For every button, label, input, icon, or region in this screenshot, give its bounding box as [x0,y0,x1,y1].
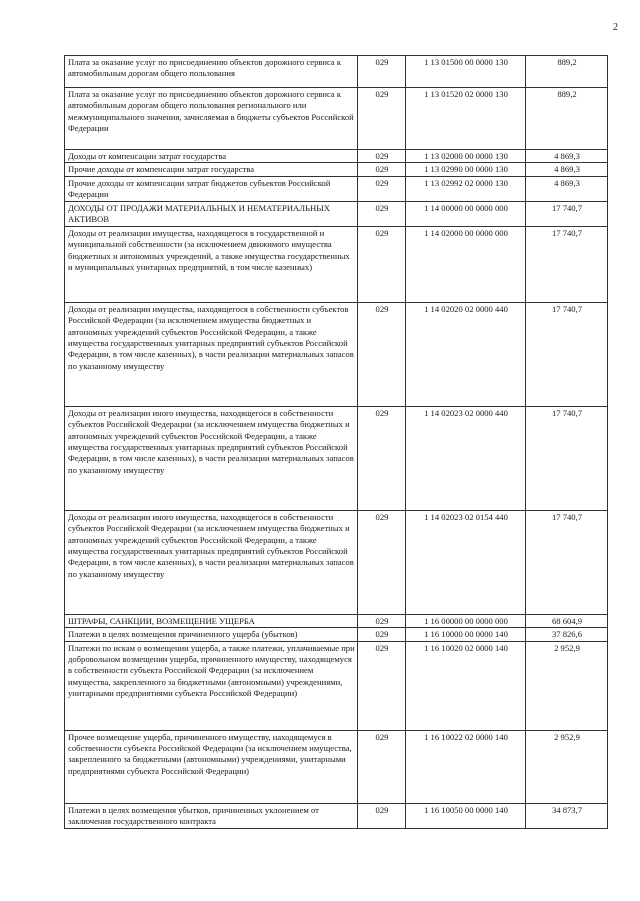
revenue-name-cell: Платежи в целях возмещения убытков, причиненных уклонением от заключения государственного контракта [65,803,358,828]
budget-code-cell: 1 13 02990 00 0000 130 [406,163,526,176]
budget-code-cell: 1 16 10050 00 0000 140 [406,803,526,828]
budget-code-cell: 1 14 00000 00 0000 000 [406,201,526,226]
budget-code-cell: 1 13 02992 02 0000 130 [406,176,526,201]
admin-code-cell: 029 [358,201,406,226]
admin-code-cell: 029 [358,510,406,614]
table-row [65,163,608,176]
table-row [65,628,608,641]
revenue-name-cell: ДОХОДЫ ОТ ПРОДАЖИ МАТЕРИАЛЬНЫХ И НЕМАТЕРИАЛЬНЫХ АКТИВОВ [65,201,358,226]
table-row [65,56,608,88]
budget-code-cell: 1 16 10020 02 0000 140 [406,641,526,730]
revenue-name-cell: Прочие доходы от компенсации затрат бюджетов субъектов Российской Федерации [65,176,358,201]
revenue-name-cell: Плата за оказание услуг по присоединению объектов дорожного сервиса к автомобильным дорогам общего пользования [65,56,358,88]
revenue-name-cell: Доходы от реализации иного имущества, находящегося в собственности субъектов Российской Федерации (за исключением имущества бюджетных и автономных учреждений субъектов Российской Федерации, а также имущества государственных унитарных предприятий субъектов Российской Федерации, в том числе казенных), в части реализации материальных запасов по указанному имуществу [65,510,358,614]
budget-code-cell: 1 13 01500 00 0000 130 [406,56,526,88]
budget-code-cell: 1 13 01520 02 0000 130 [406,88,526,150]
revenue-name-cell: Платежи в целях возмещения причиненного ущерба (убытков) [65,628,358,641]
revenue-table-body [65,56,608,829]
revenue-name-cell: ШТРАФЫ, САНКЦИИ, ВОЗМЕЩЕНИЕ УЩЕРБА [65,614,358,627]
table-row [65,226,608,302]
revenue-name-cell: Платежи по искам о возмещении ущерба, а также платежи, уплачиваемые при добровольном возмещении ущерба, причиненного имуществу, находящемуся в собственности субъекта Российской Федерации (за исключением имущества, закрепленного за бюджетными (автономными) учреждениями, унитарными предприятиями субъекта Российской Федерации) [65,641,358,730]
amount-cell: 4 869,3 [526,176,608,201]
revenue-table [64,55,608,829]
admin-code-cell: 029 [358,88,406,150]
amount-cell: 889,2 [526,88,608,150]
table-row [65,614,608,627]
admin-code-cell: 029 [358,803,406,828]
table-row [65,730,608,803]
amount-cell: 17 740,7 [526,302,608,406]
admin-code-cell: 029 [358,641,406,730]
amount-cell: 889,2 [526,56,608,88]
table-row [65,176,608,201]
revenue-name-cell: Прочие доходы от компенсации затрат государства [65,163,358,176]
amount-cell: 4 869,3 [526,163,608,176]
budget-code-cell: 1 16 10000 00 0000 140 [406,628,526,641]
amount-cell: 17 740,7 [526,201,608,226]
admin-code-cell: 029 [358,176,406,201]
admin-code-cell: 029 [358,226,406,302]
budget-code-cell: 1 16 10022 02 0000 140 [406,730,526,803]
revenue-name-cell: Доходы от реализации имущества, находящегося в государственной и муниципальной собственности (за исключением движимого имущества бюджетных и автономных учреждений, а также имущества государственных и муниципальных унитарных предприятий, в том числе казенных) [65,226,358,302]
budget-code-cell: 1 16 00000 00 0000 000 [406,614,526,627]
revenue-name-cell: Доходы от реализации иного имущества, находящегося в собственности субъектов Российской Федерации (за исключением имущества бюджетных и автономных учреждений субъектов Российской Федерации, а также имущества государственных унитарных предприятий субъектов Российской Федерации, в том числе казенных), в части реализации материальных запасов по указанному имуществу [65,406,358,510]
budget-code-cell: 1 14 02020 02 0000 440 [406,302,526,406]
admin-code-cell: 029 [358,163,406,176]
budget-code-cell: 1 14 02000 00 0000 000 [406,226,526,302]
table-row [65,641,608,730]
revenue-name-cell: Доходы от реализации имущества, находящегося в собственности субъектов Российской Федерации (за исключением имущества бюджетных и автономных учреждений субъектов Российской Федерации, а также имущества государственных унитарных предприятий субъектов Российской Федерации, в том числе казенных), в части реализации материальных запасов по указанному имуществу [65,302,358,406]
amount-cell: 17 740,7 [526,226,608,302]
amount-cell: 2 952,9 [526,641,608,730]
page-number: 2 [613,22,618,33]
budget-code-cell: 1 13 02000 00 0000 130 [406,150,526,163]
table-row [65,201,608,226]
amount-cell: 2 952,9 [526,730,608,803]
budget-code-cell: 1 14 02023 02 0000 440 [406,406,526,510]
amount-cell: 68 604,9 [526,614,608,627]
revenue-name-cell: Прочее возмещение ущерба, причиненного имуществу, находящемуся в собственности субъекта Российской Федерации (за исключением имущества, закрепленного за бюджетными (автономными) учреждениями, унитарными предприятиями субъекта Российской Федерации) [65,730,358,803]
table-row [65,302,608,406]
table-row [65,406,608,510]
admin-code-cell: 029 [358,56,406,88]
admin-code-cell: 029 [358,406,406,510]
revenue-name-cell: Плата за оказание услуг по присоединению объектов дорожного сервиса к автомобильным дорогам общего пользования регионального или межмуниципального значения, зачисляемая в бюджеты субъектов Российской Федерации [65,88,358,150]
amount-cell: 4 869,3 [526,150,608,163]
revenue-name-cell: Доходы от компенсации затрат государства [65,150,358,163]
admin-code-cell: 029 [358,730,406,803]
admin-code-cell: 029 [358,150,406,163]
admin-code-cell: 029 [358,302,406,406]
amount-cell: 34 873,7 [526,803,608,828]
budget-code-cell: 1 14 02023 02 0154 440 [406,510,526,614]
amount-cell: 17 740,7 [526,510,608,614]
admin-code-cell: 029 [358,614,406,627]
table-row [65,803,608,828]
amount-cell: 37 826,6 [526,628,608,641]
table-row [65,88,608,150]
table-row [65,510,608,614]
admin-code-cell: 029 [358,628,406,641]
amount-cell: 17 740,7 [526,406,608,510]
table-row [65,150,608,163]
